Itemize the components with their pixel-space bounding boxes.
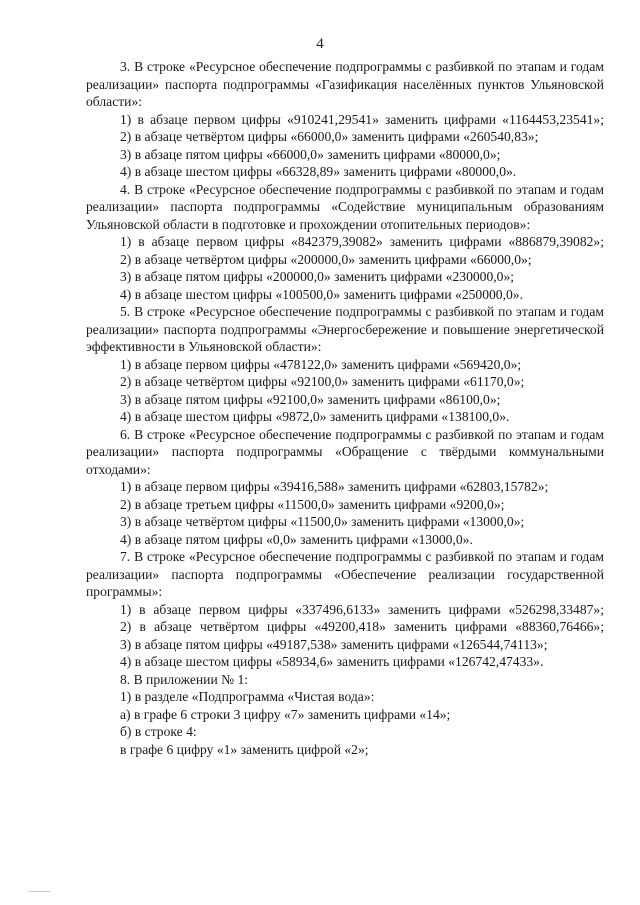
paragraph-item-3: 3. В строке «Ресурсное обеспечение подпрограммы с разбивкой по этапам и годам реализации» паспорта подпрограммы «Газификация населённых пунктов Ульяновской области»: [86, 59, 604, 109]
document-body [86, 58, 604, 758]
paragraph-item-7: 7. В строке «Ресурсное обеспечение подпрограммы с разбивкой по этапам и годам реализации» паспорта подпрограммы «Обеспечение реализации государственной программы»: [86, 549, 604, 599]
list-item: 3) в абзаце четвёртом цифры «11500,0» заменить цифрами «13000,0»; [120, 514, 525, 529]
list-item: 4) в абзаце шестом цифры «66328,89» заменить цифрами «80000,0». [120, 164, 517, 179]
list-item: б) в строке 4: [120, 724, 197, 739]
paragraph-item-5: 5. В строке «Ресурсное обеспечение подпрограммы с разбивкой по этапам и годам реализации» паспорта подпрограммы «Энергосбережение и повышение энергетической эффективности в Ульяновской области»: [86, 304, 604, 354]
list-item: а) в графе 6 строки 3 цифру «7» заменить цифрами «14»; [120, 706, 451, 722]
list-item: 1) в абзаце первом цифры «842379,39082» заменить цифрами «886879,39082»; [120, 234, 604, 249]
list-item: 1) в абзаце первом цифры «39416,588» заменить цифрами «62803,15782»; [120, 479, 549, 494]
list-item: 2) в абзаце четвёртом цифры «66000,0» заменить цифрами «260540,83»; [120, 129, 539, 144]
page-number: 4 [316, 36, 324, 52]
list-item: 3) в абзаце пятом цифры «66000,0» заменить цифрами «80000,0»; [120, 146, 501, 162]
list-item: 2) в абзаце четвёртом цифры «92100,0» заменить цифрами «61170,0»; [120, 374, 525, 389]
list-item: 3) в абзаце пятом цифры «200000,0» заменить цифрами «230000,0»; [120, 269, 515, 284]
list-item: 4) в абзаце пятом цифры «0,0» заменить цифрами «13000,0». [120, 531, 473, 547]
list-item: 2) в абзаце четвёртом цифры «49200,418» заменить цифрами «88360,76466»; [120, 619, 604, 634]
list-item: в графе 6 цифру «1» заменить цифрой «2»; [120, 741, 369, 757]
paragraph-item-4: 4. В строке «Ресурсное обеспечение подпрограммы с разбивкой по этапам и годам реализации» паспорта подпрограммы «Содействие муниципальным образованиям Ульяновской области в подготовке и прохождении отопительных периодов»: [86, 181, 604, 232]
list-item: 1) в абзаце первом цифры «337496,6133» заменить цифрами «526298,33487»; [120, 601, 604, 617]
list-item: 2) в абзаце четвёртом цифры «200000,0» заменить цифрами «66000,0»; [120, 251, 532, 267]
list-item: 3) в абзаце пятом цифры «92100,0» заменить цифрами «86100,0»; [120, 391, 501, 407]
list-item: 4) в абзаце шестом цифры «58934,6» заменить цифрами «126742,47433». [120, 654, 544, 669]
list-item: 1) в абзаце первом цифры «478122,0» заменить цифрами «569420,0»; [120, 356, 522, 372]
scan-artifact [28, 891, 50, 892]
paragraph-item-6: 6. В строке «Ресурсное обеспечение подпрограммы с разбивкой по этапам и годам реализации» паспорта подпрограммы «Обращение с твёрдыми коммунальными отходами»: [86, 426, 604, 477]
list-item: 3) в абзаце пятом цифры «49187,538» заменить цифрами «126544,74113»; [120, 636, 548, 652]
paragraph-item-8: 8. В приложении № 1: [120, 671, 249, 687]
list-item: 1) в абзаце первом цифры «910241,29541» заменить цифрами «1164453,23541»; [120, 111, 604, 127]
list-item: 4) в абзаце шестом цифры «9872,0» заменить цифрами «138100,0». [120, 409, 510, 424]
list-item: 1) в разделе «Подпрограмма «Чистая вода»: [120, 689, 375, 704]
list-item: 4) в абзаце шестом цифры «100500,0» заменить цифрами «250000,0». [120, 286, 523, 302]
list-item: 2) в абзаце третьем цифры «11500,0» заменить цифрами «9200,0»; [120, 496, 505, 512]
